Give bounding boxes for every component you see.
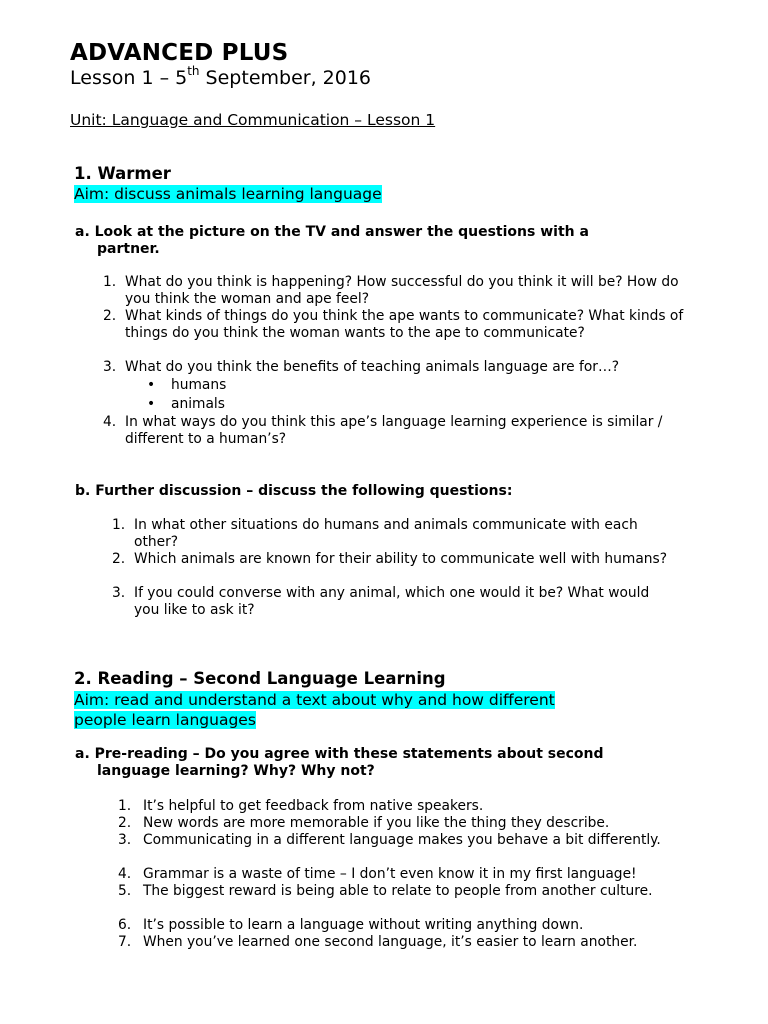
- lesson-date: [70, 63, 372, 89]
- section-1-heading: 1. Warmer: [74, 164, 171, 183]
- list-item-text: It’s helpful to get feedback from native speakers.: [143, 798, 484, 814]
- document-title: ADVANCED PLUS: [70, 40, 289, 66]
- list-item-text: When you’ve learned one second language, it’s easier to learn another.: [143, 934, 638, 950]
- question-b-line-1: b. Further discussion – discuss the following questions:: [75, 483, 513, 499]
- list-item: [118, 917, 718, 934]
- bullet-item: [125, 395, 703, 414]
- list-item: [118, 934, 718, 951]
- question-a-line-2: partner.: [97, 241, 160, 257]
- question-a-line-1: a. Pre-reading – Do you agree with these statements about second: [75, 746, 604, 762]
- bullet-text: animals: [171, 396, 225, 412]
- list-number: 3.: [118, 832, 132, 848]
- list-item: [112, 517, 702, 551]
- list-number: 5.: [118, 883, 132, 899]
- list-number: 7.: [118, 934, 132, 950]
- section-2-aim-line-1: Aim: read and understand a text about why and how different: [74, 691, 555, 709]
- list-item-text: In what ways do you think this ape’s language learning experience is similar / different to a human’s?: [125, 414, 663, 447]
- section-2-aim: [74, 690, 555, 730]
- list-item: [118, 815, 718, 832]
- list-item-text: It’s possible to learn a language without writing anything down.: [143, 917, 584, 933]
- list-item: [103, 274, 703, 308]
- list-item-text: Grammar is a waste of time – I don’t even know it in my first language!: [143, 866, 637, 882]
- list-item-text: What kinds of things do you think the ape wants to communicate? What kinds of things do you think the woman wants to the ape to communicate?: [125, 308, 684, 341]
- list-item-text: What do you think is happening? How successful do you think it will be? How do you think the woman and ape feel?: [125, 274, 679, 307]
- list-number: 1.: [118, 798, 132, 814]
- question-a-line-1: a. Look at the picture on the TV and answer the questions with a: [75, 224, 589, 240]
- list-item-text: Communicating in a different language makes you behave a bit differently.: [143, 832, 661, 848]
- section-2-question-a-list: [118, 798, 718, 951]
- list-item: [118, 866, 718, 883]
- section-1-question-b: [75, 483, 512, 500]
- list-number: 1.: [112, 517, 126, 533]
- list-item-text: What do you think the benefits of teaching animals language are for…?: [125, 359, 620, 375]
- section-1-aim-text: Aim: discuss animals learning language: [74, 185, 382, 203]
- list-item-text: If you could converse with any animal, which one would it be? What would you like to ask it?: [134, 585, 650, 618]
- list-number: 2.: [118, 815, 132, 831]
- section-1-question-a: [75, 224, 589, 258]
- list-item: [103, 414, 703, 448]
- list-number: 6.: [118, 917, 132, 933]
- bullet-icon: •: [147, 396, 156, 412]
- list-item-text: In what other situations do humans and animals communicate with each other?: [134, 517, 638, 550]
- list-number: 3.: [112, 585, 126, 601]
- lesson-ordinal-suffix: th: [187, 63, 200, 78]
- section-2-question-a: [75, 746, 604, 780]
- list-number: 2.: [103, 308, 117, 324]
- list-item: [103, 359, 703, 414]
- bullet-list: [125, 376, 703, 414]
- list-number: 4.: [103, 414, 117, 430]
- section-2-aim-line-2: people learn languages: [74, 711, 256, 729]
- bullet-text: humans: [171, 377, 227, 393]
- list-number: 4.: [118, 866, 132, 882]
- unit-heading: Unit: Language and Communication – Lesson 1: [70, 111, 436, 129]
- list-item: [118, 883, 718, 917]
- lesson-suffix: September, 2016: [199, 67, 372, 89]
- list-item-text: Which animals are known for their ability to communicate well with humans?: [134, 551, 668, 567]
- bullet-icon: •: [147, 377, 156, 393]
- bullet-item: [125, 376, 703, 395]
- list-item-text: The biggest reward is being able to relate to people from another culture.: [143, 883, 653, 899]
- list-number: 2.: [112, 551, 126, 567]
- list-number: 1.: [103, 274, 117, 290]
- question-a-line-2: language learning? Why? Why not?: [97, 763, 375, 779]
- list-item: [118, 832, 718, 866]
- list-item: [103, 308, 703, 359]
- section-2-heading: 2. Reading – Second Language Learning: [74, 669, 446, 688]
- lesson-prefix: Lesson 1 – 5: [70, 67, 188, 89]
- section-1-question-b-list: [112, 517, 702, 619]
- section-1-aim: [74, 184, 382, 204]
- list-item: [112, 585, 702, 619]
- section-1-question-a-list: [103, 274, 703, 448]
- list-item: [118, 798, 718, 815]
- list-number: 3.: [103, 359, 117, 375]
- list-item-text: New words are more memorable if you like the thing they describe.: [143, 815, 610, 831]
- list-item: [112, 551, 702, 585]
